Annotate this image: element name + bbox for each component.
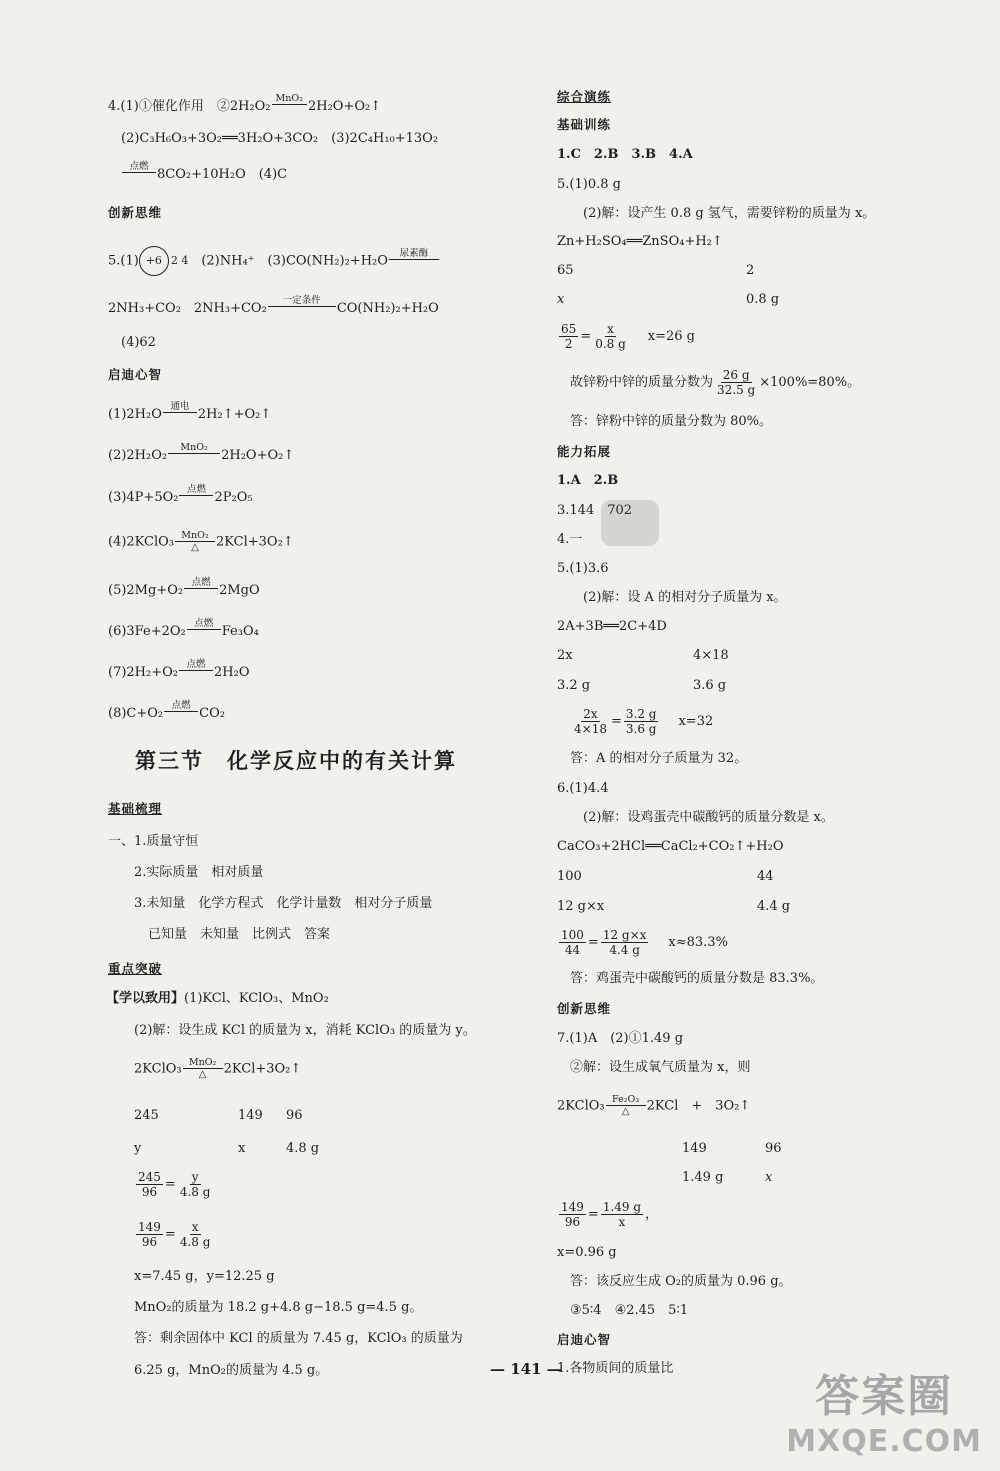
answer-4-line-2: (2)C₃H₆O₃+3O₂══3H₂O+3CO₂ (3)2C₄H₁₀+13O₂ [121, 131, 439, 146]
fe2o3-answer: 答：该反应生成 O₂的质量为 0.96 g。 [570, 1274, 792, 1289]
jichu-line-1: 一、1.质量守恒 [108, 834, 199, 849]
qidi-answer-1: 1.各物质间的质量比 [557, 1361, 674, 1376]
xueyi-result: x=7.45 g，y=12.25 g [134, 1269, 275, 1284]
jichu-line-2: 2.实际质量 相对质量 [134, 865, 264, 880]
watermark-logo-text: 答案圈 [815, 1371, 954, 1422]
xueyi-ratio-1: $\frac{245}{96}$ = $\frac{y}{4.8 g}$ [138, 1170, 211, 1199]
reaction-condition: 点燃 [122, 162, 156, 173]
xueyi-answer-1: 答：剩余固体中 KCl 的质量为 7.45 g，KClO₃ 的质量为 [134, 1331, 463, 1346]
mc-answers-1-2: 1.A 2.B [557, 473, 619, 488]
equation-8: (8)C+O₂ 点燃 CO₂ [108, 700, 225, 721]
answer-4-line-3: 点燃 8CO₂+10H₂O (4)C [121, 166, 287, 184]
answer-7-3-4: ③5∶4 ④2.45 5∶1 [570, 1303, 689, 1318]
xueyi-unknown-row: y x 4.8 g [134, 1141, 320, 1156]
heading-jichu-xunlian: 基础训练 [557, 117, 612, 132]
xueyi-line-2: (2)解：设生成 KCl 的质量为 x，消耗 KClO₃ 的质量为 y。 [134, 1023, 476, 1038]
a-known-row: 3.2 g 3.6 g [557, 678, 727, 693]
heading-jichu-shuli: 基础梳理 [108, 801, 163, 816]
equation-3: (3)4P+5O₂ 点燃 2P₂O₅ [108, 484, 253, 505]
zn-equation: Zn+H₂SO₄══ZnSO₄+H₂↑ [557, 234, 723, 249]
caco3-known-row: 12 g×x 4.4 g [557, 899, 791, 914]
xueyi-answer-2: 6.25 g，MnO₂的质量为 4.5 g。 [134, 1363, 329, 1378]
xueyi-mass-row: 245 149 96 [134, 1108, 303, 1123]
equation-4: (4)2KClO₃ MnO₂ △ 2KCl+3O₂↑ [108, 530, 294, 553]
heading-qidi-xinzhi: 启迪心智 [108, 367, 163, 382]
caco3-equation: CaCO₃+2HCl══CaCl₂+CO₂↑+H₂O [557, 839, 784, 854]
answer-5-line-3: (4)62 [121, 335, 156, 350]
caco3-ratio: $\frac{100}{44}$ = $\frac{12 g\times x}{4.4 g}$ x≈83.3% [561, 928, 728, 957]
equation-7: (7)2H₂+O₂ 点燃 2H₂O [108, 659, 250, 680]
caco3-answer: 答：鸡蛋壳中碳酸钙的质量分数是 83.3%。 [570, 971, 824, 986]
zn-ratio: $\frac{65}{2}$ = $\frac{x}{0.8 g}$ x=26 g [561, 322, 696, 351]
answer-5-line-1: 5.(1) +6 2 4 (2)NH₄⁺ (3)CO(NH₂)₂+H₂O 尿素酶 [108, 246, 440, 276]
page-number: — 141 — [490, 1360, 562, 1378]
answer-5-line-2: 2NH₃+CO₂ 2NH₃+CO₂ 一定条件 CO(NH₂)₂+H₂O [108, 295, 439, 316]
scan-stamp-mark [601, 500, 659, 546]
equation-6: (6)3Fe+2O₂ 点燃 Fe₃O₄ [108, 618, 259, 639]
a-answer: 答：A 的相对分子质量为 32。 [570, 751, 748, 766]
zn-unknown-row: x 0.8 g [557, 292, 780, 307]
jichu-line-3: 3.未知量 化学方程式 化学计量数 相对分子质量 [134, 896, 433, 911]
fe2o3-result: x=0.96 g [557, 1245, 617, 1260]
a-ratio: $\frac{2x}{4\times 18}$ = $\frac{3.2 g}{3.6 g}$ x=32 [574, 707, 714, 736]
answer-3: 3.144 702 [557, 503, 633, 518]
answer-7-1: 7.(1)A (2)①1.49 g [557, 1031, 684, 1046]
equation-5: (5)2Mg+O₂ 点燃 2MgO [108, 577, 260, 598]
section-title: 第三节 化学反应中的有关计算 [135, 749, 457, 773]
answer-5-2-setup: (2)解：设产生 0.8 g 氢气，需要锌粉的质量为 x。 [583, 206, 876, 221]
atom-structure-diagram: +6 2 4 [139, 246, 189, 276]
jichu-line-4: 已知量 未知量 比例式 答案 [148, 927, 331, 942]
answer-4: 4.一 [557, 532, 583, 547]
heading-zhongdian-tupo: 重点突破 [108, 961, 163, 976]
heading-chuangxin-siwei: 创新思维 [108, 205, 163, 220]
zn-mass-fraction: 故锌粉中锌的质量分数为 $\frac{26 g}{32.5 g}$ ×100%=80%。 [570, 368, 861, 397]
answer-7-2-setup: ②解：设生成氧气质量为 x，则 [570, 1060, 751, 1075]
answer-5-2b-setup: (2)解：设 A 的相对分子质量为 x。 [583, 590, 787, 605]
watermark-url: MXQE.COM [786, 1424, 982, 1459]
equation-2: (2)2H₂O₂ MnO₂ 2H₂O+O₂↑ [108, 442, 295, 463]
heading-nengli-tuozhan: 能力拓展 [557, 444, 612, 459]
answer-6-2-setup: (2)解：设鸡蛋壳中碳酸钙的质量分数是 x。 [583, 810, 834, 825]
fe2o3-equation: 2KClO₃ Fe₂O₃ △ 2KCl + 3O₂↑ [557, 1094, 751, 1117]
heading-qidi-xinzhi-right: 启迪心智 [557, 1332, 612, 1347]
site-watermark [786, 1360, 982, 1459]
zn-answer: 答：锌粉中锌的质量分数为 80%。 [570, 414, 773, 429]
a-equation: 2A+3B══2C+4D [557, 619, 667, 634]
caco3-mass-row: 100 44 [557, 869, 774, 884]
fe2o3-ratio: $\frac{149}{96}$ = $\frac{1.49 g}{x}$ ， [561, 1200, 659, 1229]
xueyi-ratio-2: $\frac{149}{96}$ = $\frac{x}{4.8 g}$ [138, 1220, 211, 1249]
heading-chuangxin-siwei-right: 创新思维 [557, 1001, 612, 1016]
heading-zonghe-yanlian: 综合演练 [557, 89, 612, 104]
reaction-condition: MnO₂ [272, 94, 307, 105]
answer-6-1: 6.(1)4.4 [557, 781, 609, 796]
a-mass-row: 2x 4×18 [557, 648, 729, 663]
equation-1: (1)2H₂O 通电 2H₂↑+O₂↑ [108, 401, 272, 422]
xueyi-line-1: 【学以致用】(1)KCl、KClO₃、MnO₂ [106, 991, 329, 1006]
answer-5-1b: 5.(1)3.6 [557, 561, 609, 576]
xueyi-mno2-mass: MnO₂的质量为 18.2 g+4.8 g−18.5 g=4.5 g。 [134, 1300, 423, 1315]
answer-4-line-1: 4.(1)①催化作用 ②2H₂O₂ MnO₂ 2H₂O+O₂↑ [108, 93, 382, 114]
answer-5-1: 5.(1)0.8 g [557, 177, 621, 192]
reaction-condition: 一定条件 [268, 296, 336, 307]
reaction-condition: 尿素酶 [389, 249, 439, 260]
zn-mass-row: 65 2 [557, 263, 755, 278]
xueyi-equation: 2KClO₃ MnO₂ △ 2KCl+3O₂↑ [134, 1057, 302, 1080]
mc-answers-1-4: 1.C 2.B 3.B 4.A [557, 147, 693, 162]
